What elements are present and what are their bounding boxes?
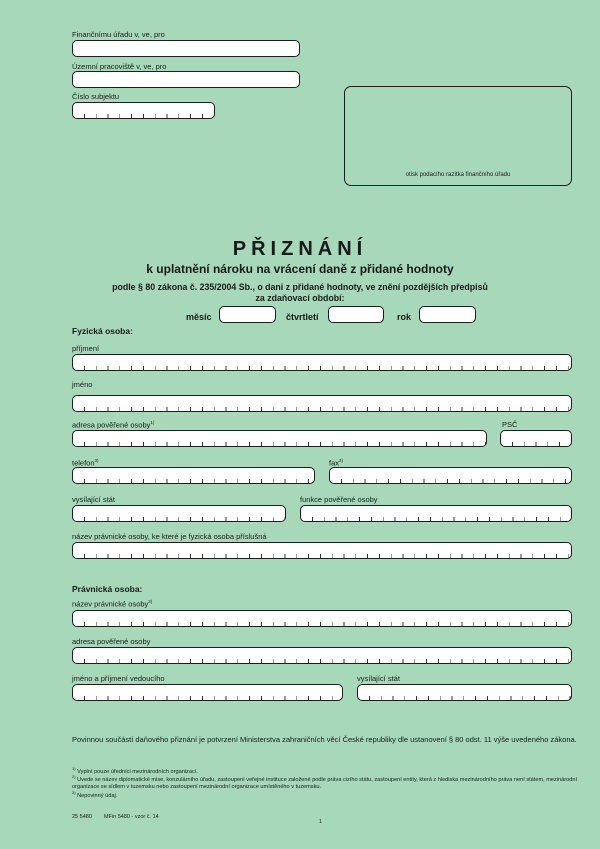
pravnicka-adresa-input[interactable]: [72, 647, 572, 664]
nazev-pravnicke-fyz-label: název právnické osoby, ke které je fyzická osoba příslušná: [72, 532, 267, 541]
ctvrtleti-label: čtvrtletí: [286, 312, 319, 322]
vysilajici-stat-input[interactable]: [72, 505, 286, 522]
footnote-3: [72, 789, 577, 800]
pravnicka-vysilajici-stat-label: vysílající stát: [357, 674, 400, 683]
form-subtitle: k uplatnění nároku na vrácení daně z přidané hodnoty: [146, 262, 454, 276]
adresa-label-text: adresa pověřené osoby: [72, 420, 151, 430]
form-title: PŘIZNÁNÍ: [232, 238, 368, 260]
jmeno-vedouciho-input[interactable]: [72, 684, 343, 701]
mesic-input[interactable]: [219, 306, 276, 323]
page-number: 1: [319, 819, 323, 825]
funkce-label: funkce pověřené osoby: [300, 495, 378, 504]
cislo-subjektu-input[interactable]: [72, 102, 215, 119]
pravnicka-nazev-label-text: název právnické osoby: [72, 599, 149, 609]
financni-urad-input[interactable]: [72, 40, 300, 57]
financni-urad-label: Finančnímu úřadu v, ve, pro: [72, 30, 165, 39]
stamp-box: [344, 86, 572, 186]
fax-input[interactable]: [329, 467, 572, 484]
fax-label-text: fax: [329, 458, 340, 468]
footnote-3-num: 3): [72, 790, 76, 795]
form-law: podle § 80 zákona č. 235/2004 Sb., o dani z přidané hodnoty, ve znění pozdějších předpisů: [112, 282, 488, 292]
telefon-input[interactable]: [72, 467, 315, 484]
telefon-footnote-ref: 3): [94, 458, 99, 463]
ctvrtleti-input[interactable]: [328, 306, 384, 323]
pravnicka-nazev-footnote-ref: 2): [148, 599, 153, 604]
uzemni-pracoviste-input[interactable]: [72, 71, 300, 88]
prijmeni-label: příjmení: [72, 344, 100, 353]
jmeno-input[interactable]: [72, 395, 572, 412]
rok-input[interactable]: [419, 306, 476, 323]
psc-input[interactable]: [500, 430, 572, 447]
vysilajici-stat-label: vysílající stát: [72, 495, 115, 504]
pravnicka-adresa-label: adresa pověřené osoby: [72, 637, 151, 646]
footnote-2-text: Uvede se název diplomatické mise, konzulárního úřadu, zastoupení veřejné instituce založené podle práva cizího státu, zastoupení entity, která z hlediska mezinárodního práva není státem, mezinárodní organizace se sídlem v tuzemsku nebo zastoupení mezinárodní organizace umístěného v tuzemsku.: [72, 776, 578, 791]
adresa-input[interactable]: [72, 430, 487, 447]
note-text: Povinnou součástí daňového přiznání je potvrzení Ministerstva zahraničních věcí České republiky dle ustanovení § 80 odst. 11 výše uvedeného zákona.: [72, 735, 577, 744]
form-code: 25 5480: [72, 814, 92, 820]
jmeno-label: jméno: [72, 380, 93, 389]
form-id: MFin 5480 - vzor č. 14: [104, 814, 159, 820]
pravnicka-nazev-label: [72, 599, 152, 609]
nazev-pravnicke-fyz-input[interactable]: [72, 542, 572, 559]
jmeno-vedouciho-label: jméno a příjmení vedoucího: [72, 674, 165, 683]
adresa-footnote-ref: 1): [150, 420, 155, 425]
footnote-3-text: Nepovinný údaj.: [77, 792, 118, 799]
cislo-subjektu-label: Číslo subjektu: [72, 92, 120, 101]
uzemni-pracoviste-label: Územní pracoviště v, ve, pro: [72, 62, 167, 71]
fyzicka-osoba-heading: Fyzická osoba:: [72, 326, 133, 336]
funkce-input[interactable]: [300, 505, 572, 522]
pravnicka-nazev-input[interactable]: [72, 610, 572, 627]
pravnicka-vysilajici-stat-input[interactable]: [357, 684, 572, 701]
footnote-2-num: 2): [72, 774, 76, 779]
rok-label: rok: [397, 312, 412, 322]
prijmeni-input[interactable]: [72, 354, 572, 371]
mesic-label: měsíc: [186, 312, 212, 322]
telefon-label-text: telefon: [72, 458, 95, 468]
psc-label: PSČ: [502, 420, 518, 429]
pravnicka-osoba-heading: Právnická osoba:: [72, 584, 143, 594]
footnote-1-num: 1): [72, 766, 76, 771]
fax-footnote-ref: 3): [339, 458, 344, 463]
footnote-1-text: Vyplní pouze úředníci mezinárodních organizací.: [77, 768, 198, 775]
adresa-label: [72, 420, 154, 430]
stamp-label: otisk podacího razítka finančního úřadu: [405, 172, 511, 178]
period-heading: za zdaňovací období:: [255, 293, 345, 303]
